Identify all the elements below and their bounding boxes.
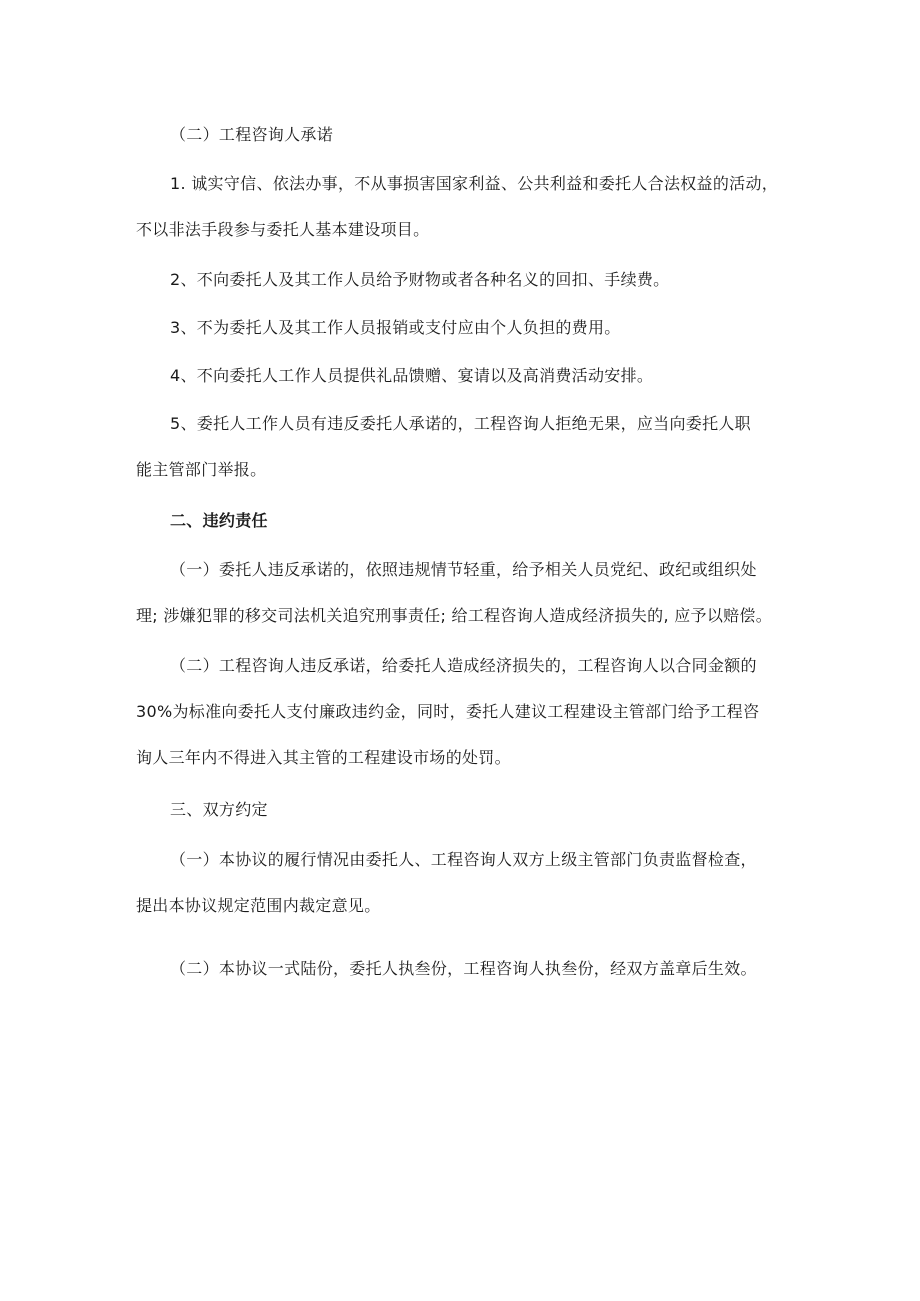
commitment-item-1-line-1: 1. 诚实守信、依法办事，不从事损害国家利益、公共利益和委托人合法权益的活动， xyxy=(170,174,779,193)
liability-paragraph-2 xyxy=(136,651,796,773)
commitment-item-5 xyxy=(136,409,796,485)
commitment-item-3: 3、不为委托人及其工作人员报销或支付应由个人负担的费用。 xyxy=(170,318,621,337)
liability-p1-line-1: （一）委托人违反承诺的，依照违规情节轻重，给予相关人员党纪、政纪或组织处 xyxy=(170,560,757,579)
commitment-item-1 xyxy=(136,169,796,245)
liability-p2-line-3: 询人三年内不得进入其主管的工程建设市场的处罚。 xyxy=(136,748,511,767)
liability-p2-line-1: （二）工程咨询人违反承诺，给委托人造成经济损失的，工程咨询人以合同金额的 xyxy=(170,656,757,675)
commitment-item-2: 2、不向委托人及其工作人员给予财物或者各种名义的回扣、手续费。 xyxy=(170,270,670,289)
agreement-p1-line-1: （一）本协议的履行情况由委托人、工程咨询人双方上级主管部门负责监督检查， xyxy=(170,850,757,869)
liability-paragraph-1 xyxy=(136,555,796,631)
liability-p1-line-2: 理; 涉嫌犯罪的移交司法机关追究刑事责任; 给工程咨询人造成经济损失的, 应予以赔偿。 xyxy=(136,606,773,625)
liability-p2-line-2: 30%为标准向委托人支付廉政违约金，同时，委托人建议工程建设主管部门给予工程咨 xyxy=(136,702,760,721)
commitment-item-5-line-2: 能主管部门举报。 xyxy=(136,460,267,479)
commitment-item-1-line-2: 不以非法手段参与委托人基本建设项目。 xyxy=(136,220,430,239)
agreement-title: 三、双方约定 xyxy=(170,800,268,819)
agreement-paragraph-2: （二）本协议一式陆份，委托人执叁份，工程咨询人执叁份，经双方盖章后生效。 xyxy=(170,959,757,978)
liability-title: 二、违约责任 xyxy=(170,511,268,530)
commitment-item-5-line-1: 5、委托人工作人员有违反委托人承诺的，工程咨询人拒绝无果，应当向委托人职 xyxy=(170,414,751,433)
agreement-p1-line-2: 提出本协议规定范围内裁定意见。 xyxy=(136,896,381,915)
section-commitment-title: （二）工程咨询人承诺 xyxy=(170,125,334,144)
agreement-paragraph-1 xyxy=(136,845,796,921)
commitment-item-4: 4、不向委托人工作人员提供礼品馈赠、宴请以及高消费活动安排。 xyxy=(170,366,654,385)
